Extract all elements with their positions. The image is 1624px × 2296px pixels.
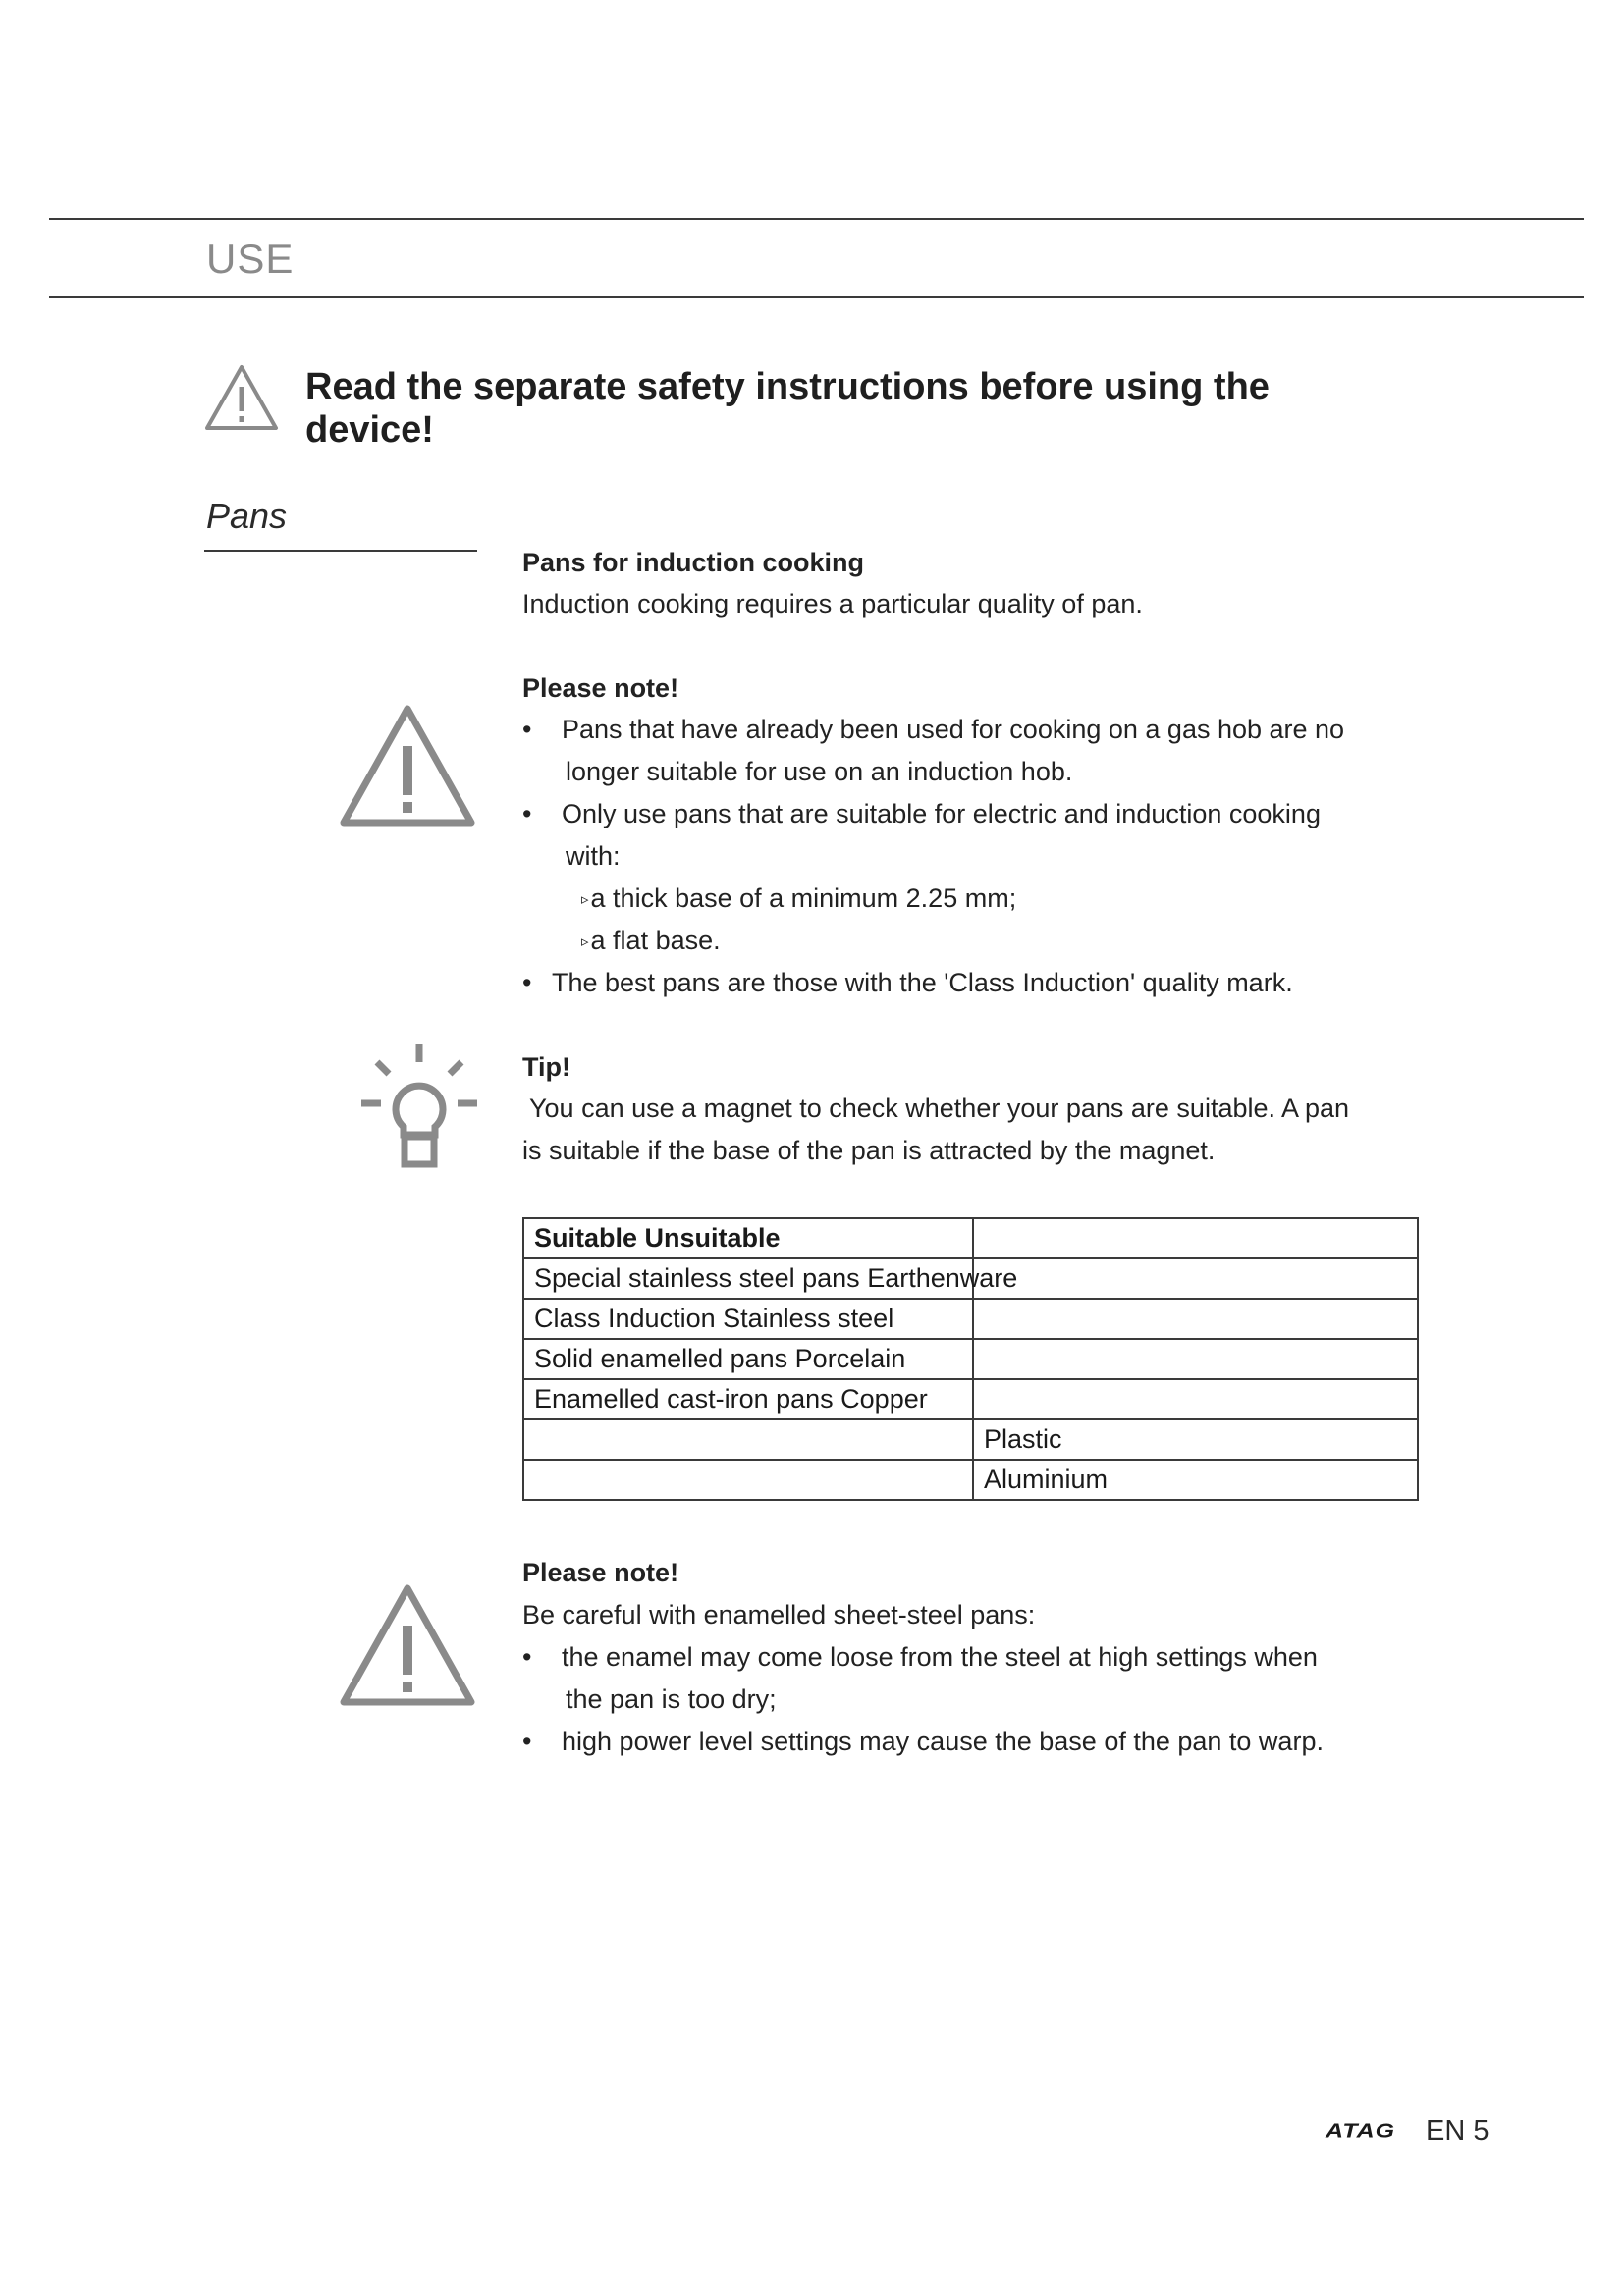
note1-title: Please note! <box>522 673 679 703</box>
table-cell <box>973 1258 1418 1299</box>
intro-text: Induction cooking requires a particular quality of pan. <box>522 589 1143 618</box>
bullet-dot: • <box>522 968 532 997</box>
warning-icon <box>338 1582 477 1708</box>
table-row <box>523 1299 1418 1339</box>
tip-text-line1: You can use a magnet to check whether your pans are suitable. A pan <box>522 1094 1350 1123</box>
sub-list-item <box>581 920 721 963</box>
tip-title: Tip! <box>522 1052 570 1082</box>
bullet-text-continued: longer suitable for use on an induction hob. <box>566 757 1073 786</box>
table-cell: Class Induction Stainless steel <box>523 1299 973 1339</box>
sub-list-item <box>581 878 1016 921</box>
bullet-text-continued: the pan is too dry; <box>566 1684 777 1714</box>
table-cell: Enamelled cast-iron pans Copper <box>523 1379 973 1419</box>
bullet-text: the enamel may come loose from the steel at high settings when <box>562 1642 1318 1672</box>
table-cell <box>973 1299 1418 1339</box>
bullet-text: Pans that have already been used for cooking on a gas hob are no <box>562 715 1345 744</box>
triangle-bullet-icon: ▹ <box>581 934 589 950</box>
bullet-text: high power level settings may cause the base of the pan to warp. <box>562 1727 1324 1756</box>
table-cell <box>973 1339 1418 1379</box>
brand-logo: ATAG <box>1326 2119 1396 2143</box>
table-row <box>523 1460 1418 1500</box>
lightbulb-icon <box>359 1042 479 1170</box>
table-row <box>523 1379 1418 1419</box>
table-cell <box>973 1218 1418 1258</box>
table-cell: Suitable Unsuitable <box>523 1218 973 1258</box>
table-row <box>523 1339 1418 1379</box>
sub-item-text: a flat base. <box>590 926 721 955</box>
header-bottom-rule <box>49 296 1584 298</box>
table-cell: Special stainless steel pans Earthenware <box>523 1258 973 1299</box>
bullet-dot: • <box>522 1727 532 1756</box>
section-title: USE <box>206 236 295 282</box>
table-cell <box>523 1460 973 1500</box>
table-cell <box>523 1419 973 1460</box>
triangle-bullet-icon: ▹ <box>581 891 589 908</box>
sub-item-text: a thick base of a minimum 2.25 mm; <box>590 883 1017 913</box>
intro-title: Pans for induction cooking <box>522 548 865 577</box>
pans-table <box>522 1217 1419 1501</box>
pans-heading-rule <box>204 550 477 552</box>
safety-headline: Read the separate safety instructions before using the device! <box>305 366 1270 451</box>
bullet-dot: • <box>522 1642 532 1672</box>
bullet-text-continued: with: <box>566 841 621 871</box>
table-cell: Plastic <box>973 1419 1418 1460</box>
warning-icon <box>338 703 477 828</box>
warning-icon <box>203 363 280 432</box>
table-cell: Aluminium <box>973 1460 1418 1500</box>
page-number: EN 5 <box>1426 2115 1489 2147</box>
table-row <box>523 1419 1418 1460</box>
note2-intro: Be careful with enamelled sheet-steel pans: <box>522 1600 1036 1629</box>
table-cell: Solid enamelled pans Porcelain <box>523 1339 973 1379</box>
table-row <box>523 1258 1418 1299</box>
bullet-text: Only use pans that are suitable for electric and induction cooking <box>562 799 1321 828</box>
table-cell <box>973 1379 1418 1419</box>
table-row <box>523 1218 1418 1258</box>
note2-title: Please note! <box>522 1558 679 1587</box>
bullet-dot: • <box>522 715 532 744</box>
top-rule <box>49 218 1584 220</box>
tip-text-line2: is suitable if the base of the pan is attracted by the magnet. <box>522 1136 1216 1165</box>
pans-heading: Pans <box>206 496 288 536</box>
bullet-dot: • <box>522 799 532 828</box>
bullet-text: The best pans are those with the 'Class Induction' quality mark. <box>552 968 1293 997</box>
